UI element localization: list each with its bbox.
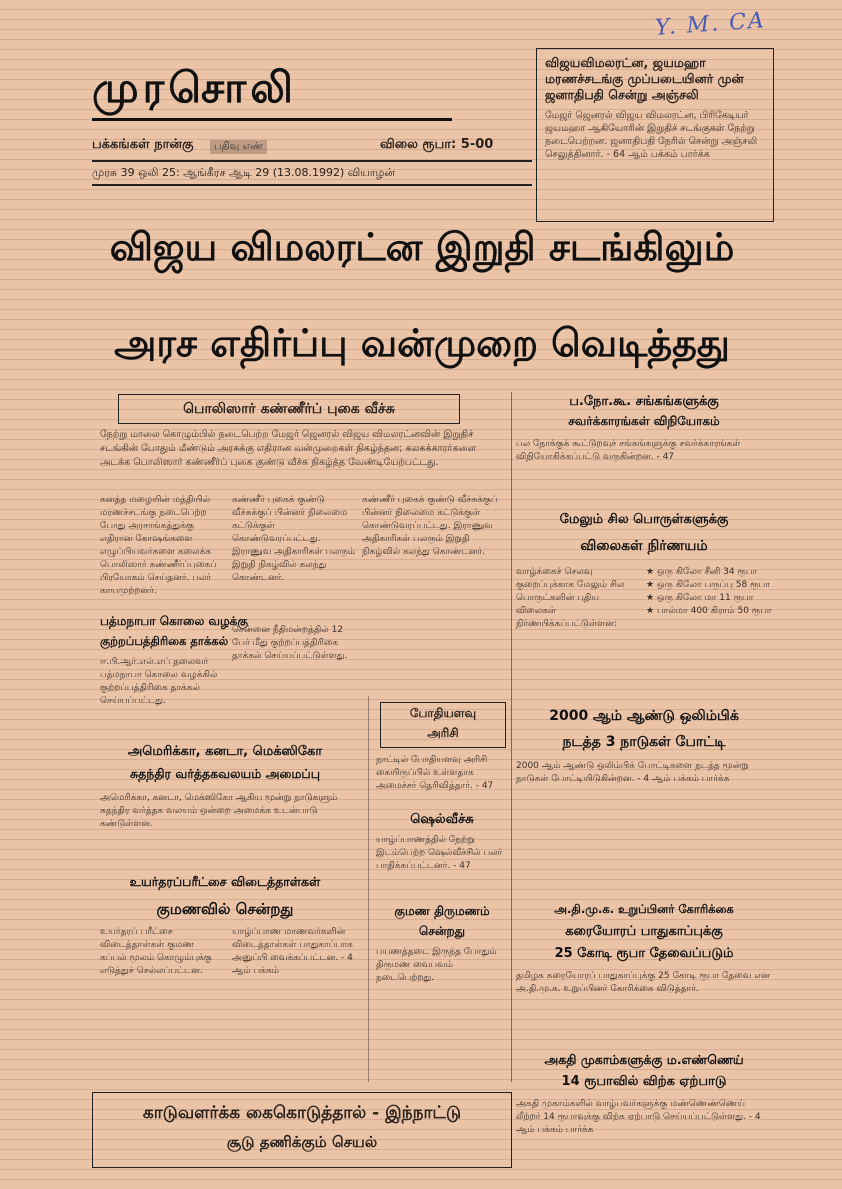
main-story-col-2: கண்ணீர் புகைக் குண்டு வீச்சுக்குப் பின்னர் நிலைமை கட்டுக்குள் கொண்டுவரப்பட்டது. இராணுவ அதிகாரிகள் பலரும் இறுதி நிகழ்வில் கலந்து கொண்டனர். <box>232 495 356 583</box>
rice-kicker-2: அரிசி <box>427 726 459 740</box>
handwritten-note: Y. M. CA <box>654 8 767 41</box>
headline-line-2: அரச எதிர்ப்பு வன்முறை வெடித்தது <box>114 321 730 365</box>
usa-kicker-2: சுதந்திர வர்த்தகவலயம் அமைப்பு <box>130 766 320 781</box>
padmanabha-kicker-1: பத்மநாபா கொலை வழக்கு <box>100 614 248 628</box>
usa-body: அமெரிக்கா, கனடா, மெக்ஸிகோ ஆகிய மூன்று நாடுகளும் சுதந்திர வர்த்தக வலயம் ஒன்றை அமைக்க உடன்பாடு கண்டுள்ளன. <box>100 793 338 829</box>
kumana-kicker-2: சென்றது <box>418 924 466 938</box>
prices-list <box>646 566 772 696</box>
olympic-body: 2000 ஆம் ஆண்டு ஒலிம்பிக் போட்டிகளை நடத்த மூன்று நாடுகள் போட்டியிடுகின்றன. - 4 ஆம் பக்கம் பார்க்க <box>516 761 749 784</box>
kumana-body: பயணத்தடை இருந்த போதும் திருமண வைபவம் நடைபெற்றது. <box>376 947 497 983</box>
exam-col-1: உயர்தரப் பரீட்சை விடைத்தாள்கள் குமண கப்பல் மூலம் கொழும்புக்கு எடுத்துச் செல்லப்பட்டன. <box>100 927 212 976</box>
kumana-kicker-1: குமண திருமணம் <box>394 904 490 918</box>
headline-line-1: விஜய விமலரட்ன இறுதி சடங்கிலும் <box>109 225 735 269</box>
sangam-kicker-2: சவர்க்காரங்கள் விநியோகம் <box>568 414 720 428</box>
kerosene-body: அகதி முகாம்களில் வாழ்பவர்களுக்கு மண்ணெண்ணெய் லீற்றர் 14 ரூபாவுக்கு விற்க ஏற்பாடு செய்யப்பட்டுள்ளது. - 4 ஆம் பக்கம் பார்க்க <box>516 1099 761 1135</box>
main-story-kicker: பொலிஸார் கண்ணீர்ப் புகை வீச்சு <box>118 394 460 424</box>
kerosene-kicker-1: அகதி முகாம்களுக்கு ம.எண்ணெய் <box>544 1052 744 1067</box>
padmanabha-kicker-2: குற்றப்பத்திரிகை தாக்கல் <box>100 634 229 648</box>
prices-kicker-1: மேலும் சில பொருள்களுக்கு <box>559 512 729 527</box>
main-story-col-1: கனத்த மழையின் மத்தியில் மரணச்சடங்கு நடைபெற்ற போது அரசாங்கத்துக்கு எதிரான கோஷங்களை எழுப்பியவர்களை கலைக்க பொலிஸார் கண்ணீர்ப்புகைப் பிரயோகம் செய்தனர். பலர் காயமுற்றனர். <box>100 495 217 596</box>
dateline: முரசு 39 ஒலி 25: ஆங்கீரச ஆடி 29 (13.08.1992) வியாழன் <box>92 166 395 179</box>
slogan-line-1: காடுவளர்க்க கைகொடுத்தால் - இந்நாட்டு <box>142 1103 462 1123</box>
rice-kicker-1: போதியளவு <box>409 706 477 720</box>
bottom-slogan-box <box>92 1092 512 1168</box>
price-item: ★ ஒரு கிலோ பருப்பு 58 ரூபா <box>646 580 770 590</box>
price: விலை ரூபா: 5-00 <box>380 137 494 152</box>
sangam-kicker-1: ப.நோ.கூ. சங்கங்களுக்கு <box>569 394 719 409</box>
padmanabha-col-1: ஈ.பி.ஆர்.எல்.எப் தலைவர் பத்மநாபா கொலை வழக்கில் குற்றப்பத்திரிகை தாக்கல் செய்யப்பட்டது. <box>100 657 218 706</box>
main-story-col-3: கண்ணீர் புகைக் குண்டு வீச்சுக்குப் பின்னர் நிலைமை கட்டுக்குள் கொண்டுவரப்பட்டது. இராணுவ அதிகாரிகள் பலரும் இறுதி நிகழ்வில் கலந்து கொண்டனர். <box>362 495 498 557</box>
masthead-title: முரசொலி <box>92 58 452 121</box>
price-item: ★ ஒரு கிலோ மா 11 ரூபா <box>646 593 754 603</box>
exam-kicker-1: உயர்தரப்பரீட்சை விடைத்தாள்கள் <box>129 874 321 889</box>
registration-stamp: பதிவு எண் <box>210 140 267 154</box>
olympic-kicker-1: 2000 ஆம் ஆண்டு ஒலிம்பிக் <box>549 708 739 724</box>
olympic-kicker-2: நடத்த 3 நாடுகள் போட்டி <box>562 734 726 750</box>
aidmk-kicker-top: அ.தி.மு.க. உறுப்பினர் கோரிக்கை <box>554 902 734 916</box>
shell-body: யாழ்ப்பாணத்தில் நேற்று இடம்பெற்ற ஷெல்வீச்சில் பலர் பாதிக்கப்பட்டனர். - 47 <box>376 835 503 871</box>
prices-body: வாழ்க்கைச் செலவு குறைப்புக்காக மேலும் சில பொருட்களின் புதிய விலைகள் நிர்ணயிக்கப்பட்டுள்ளன: <box>516 567 625 629</box>
rule <box>92 184 532 186</box>
top-box-body: மேஜர் ஜெனரல் விஜய விமலரட்ன, பிரிகேடியர் ஜயமஹா ஆகியோரின் இறுதிச் சடங்குகள் நேற்று நடைபெற்றன. ஜனாதிபதி நேரில் சென்று அஞ்சலி செலுத்தினார். - 64 ஆம் பக்கம் பார்க்க <box>545 110 758 160</box>
sangam-body: பல நோக்குக் கூட்டுறவுச் சங்கங்களுக்கு சவர்க்காரங்கள் விநியோகிக்கப்பட்டு வருகின்றன. - 47 <box>516 439 741 462</box>
kerosene-kicker-2: 14 ரூபாவில் விற்க ஏற்பாடு <box>561 1074 727 1089</box>
column-divider <box>368 696 369 1082</box>
usa-kicker-1: அமெரிக்கா, கனடா, மெக்ஸிகோ <box>127 744 323 759</box>
shell-kicker: ஷெல்வீச்சு <box>410 812 474 827</box>
slogan-line-2: சூடு தணிக்கும் செயல் <box>226 1133 378 1151</box>
rice-body: நாட்டில் போதியளவு அரிசி கையிருப்பில் உள்ளதாக அமைச்சர் தெரிவித்தார். - 47 <box>376 755 494 791</box>
prices-kicker-2: விலைகள் நிர்ணயம் <box>580 538 708 554</box>
price-item: ★ ஒரு கிலோ சீனி 34 ரூபா <box>646 567 758 577</box>
padmanabha-col-2: சென்னை நீதிமன்றத்தில் 12 பேர் மீது குற்றப்பத்திரிகை தாக்கல் செய்யப்பட்டுள்ளது. <box>232 625 348 661</box>
exam-kicker-2: குமணவில் சென்றது <box>156 900 294 918</box>
main-story-lead: நேற்று மாலை கொழும்பில் நடைபெற்ற மேஜர் ஜெனரல் விஜய விமலரட்னவின் இறுதிச் சடங்கின் போதும் மீண்டும் அரசுக்கு எதிரான வன்முறைகள் நிகழ்ந்தன; கலகக்காரர்களை அடக்க பொலிஸார் கண்ணீர்ப் புகை குண்டு வீச்சு நிகழ்த்த வேண்டியேற்பட்டது. <box>100 429 477 468</box>
aidmk-body: தமிழக கரையோரப் பாதுகாப்புக்கு 25 கோடி ரூபா தேவை என அ.தி.மு.க. உறுப்பினர் கோரிக்கை விடுத்தார். <box>516 971 771 994</box>
exam-col-2: யாழ்ப்பாண மாணவர்களின் விடைத்தாள்கள் பாதுகாப்பாக அனுப்பி வைக்கப்பட்டன. - 4 ஆம் பக்கம் <box>232 927 353 976</box>
aidmk-kicker-1: கரையோரப் பாதுகாப்புக்கு <box>565 924 723 939</box>
top-box-title: விஜயவிமலரட்ன, ஜயமஹா மரணச்சடங்கு முப்படையினர் முன் ஜனாதிபதி சென்று அஞ்சலி <box>545 55 744 102</box>
aidmk-kicker-2: 25 கோடி ரூபா தேவைப்படும் <box>554 946 734 961</box>
rice-box <box>380 702 506 748</box>
price-item: ★ பால்மா 400 கிராம் 50 ரூபா <box>646 606 772 616</box>
rule <box>92 160 532 162</box>
top-news-box <box>536 48 774 222</box>
page-count: பக்கங்கள் நான்கு <box>92 137 194 152</box>
column-divider <box>511 392 512 1082</box>
